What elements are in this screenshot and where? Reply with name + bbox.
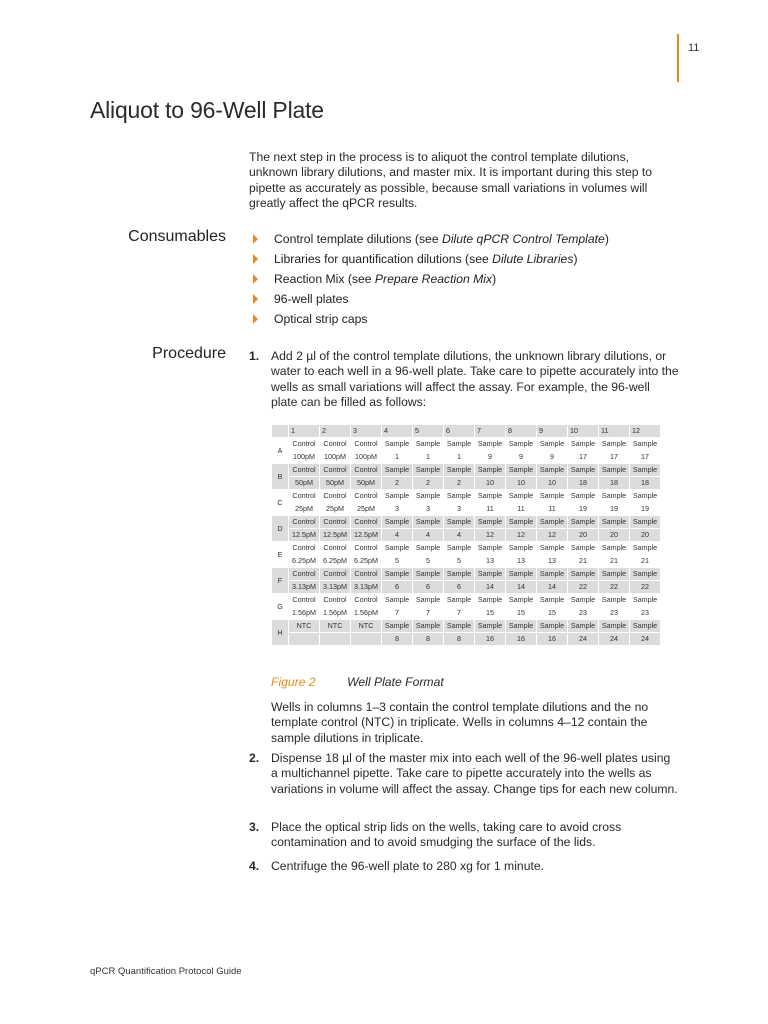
well-plate-table bbox=[271, 424, 661, 646]
plate-well-cell: Sample bbox=[568, 516, 598, 528]
plate-well-cell: 50pM bbox=[320, 477, 350, 489]
plate-well-cell: Sample bbox=[382, 568, 412, 580]
cross-reference: Dilute Libraries bbox=[492, 252, 574, 266]
plate-well-cell: 16 bbox=[537, 633, 567, 645]
plate-well-cell: Sample bbox=[630, 568, 660, 580]
step-number: 4. bbox=[249, 859, 260, 873]
plate-well-cell: 11 bbox=[506, 503, 536, 515]
plate-well-cell: Sample bbox=[413, 464, 443, 476]
bullet-triangle-icon bbox=[253, 254, 258, 264]
plate-well-cell: Sample bbox=[382, 438, 412, 450]
plate-well-cell: 21 bbox=[599, 555, 629, 567]
plate-well-cell: Sample bbox=[537, 490, 567, 502]
plate-column-header: 7 bbox=[475, 425, 505, 437]
plate-row-a-bottom bbox=[272, 451, 660, 463]
plate-well-cell: Control bbox=[289, 516, 319, 528]
plate-row-g-bottom bbox=[272, 607, 660, 619]
plate-well-cell: 2 bbox=[444, 477, 474, 489]
plate-well-cell: Sample bbox=[475, 464, 505, 476]
consumable-item bbox=[249, 309, 609, 329]
plate-well-cell: 1.56pM bbox=[289, 607, 319, 619]
plate-well-cell: Sample bbox=[630, 620, 660, 632]
consumable-text: Libraries for quantification dilutions (see Dilute Libraries) bbox=[274, 252, 578, 266]
cross-reference: Prepare Reaction Mix bbox=[374, 272, 493, 286]
plate-well-cell: Sample bbox=[630, 438, 660, 450]
plate-well-cell: Sample bbox=[537, 620, 567, 632]
plate-row-h-top bbox=[272, 620, 660, 632]
plate-well-cell: 3 bbox=[413, 503, 443, 515]
plate-well-cell: Control bbox=[289, 490, 319, 502]
plate-well-cell: 20 bbox=[568, 529, 598, 541]
plate-well-cell: Control bbox=[320, 464, 350, 476]
plate-well-cell: 3.13pM bbox=[351, 581, 381, 593]
consumable-item bbox=[249, 229, 609, 249]
plate-well-cell: Sample bbox=[382, 542, 412, 554]
plate-well-cell: Sample bbox=[568, 542, 598, 554]
plate-well-cell: Sample bbox=[413, 516, 443, 528]
plate-column-header: 2 bbox=[320, 425, 350, 437]
plate-column-header: 8 bbox=[506, 425, 536, 437]
plate-well-cell: 10 bbox=[475, 477, 505, 489]
plate-row-label: A bbox=[272, 438, 288, 463]
plate-well-cell: Sample bbox=[599, 620, 629, 632]
plate-well-cell: 19 bbox=[568, 503, 598, 515]
plate-well-cell: Sample bbox=[599, 438, 629, 450]
plate-well-cell: 7 bbox=[382, 607, 412, 619]
plate-well-cell: Sample bbox=[568, 620, 598, 632]
plate-well-cell: Sample bbox=[475, 490, 505, 502]
plate-well-cell: 9 bbox=[537, 451, 567, 463]
plate-well-cell: Sample bbox=[537, 438, 567, 450]
plate-well-cell: Control bbox=[320, 490, 350, 502]
plate-well-cell: Sample bbox=[475, 516, 505, 528]
plate-well-cell: 16 bbox=[506, 633, 536, 645]
plate-well-cell: 12 bbox=[537, 529, 567, 541]
plate-well-cell: Control bbox=[320, 542, 350, 554]
plate-column-header: 9 bbox=[537, 425, 567, 437]
plate-well-cell: 23 bbox=[599, 607, 629, 619]
plate-well-cell: Sample bbox=[444, 568, 474, 580]
plate-row-d-bottom bbox=[272, 529, 660, 541]
plate-well-cell: Sample bbox=[599, 464, 629, 476]
plate-well-cell: Sample bbox=[599, 542, 629, 554]
plate-well-cell: Sample bbox=[568, 568, 598, 580]
cross-reference: Dilute qPCR Control Template bbox=[442, 232, 605, 246]
plate-well-cell: Sample bbox=[382, 516, 412, 528]
plate-well-cell: 23 bbox=[630, 607, 660, 619]
plate-well-cell: 16 bbox=[475, 633, 505, 645]
plate-well-cell: Sample bbox=[475, 438, 505, 450]
plate-well-cell: Control bbox=[320, 438, 350, 450]
plate-well-cell: Sample bbox=[506, 568, 536, 580]
plate-well-cell: 3.13pM bbox=[320, 581, 350, 593]
plate-well-cell: 11 bbox=[537, 503, 567, 515]
plate-well-cell: 6.25pM bbox=[320, 555, 350, 567]
plate-well-cell: Sample bbox=[630, 542, 660, 554]
plate-header-row bbox=[272, 425, 660, 437]
page-title: Aliquot to 96-Well Plate bbox=[90, 97, 324, 123]
plate-well-cell: 12 bbox=[506, 529, 536, 541]
plate-well-cell: 18 bbox=[599, 477, 629, 489]
plate-well-cell: 6 bbox=[444, 581, 474, 593]
plate-well-cell: 23 bbox=[568, 607, 598, 619]
plate-well-cell: 100pM bbox=[289, 451, 319, 463]
plate-column-header: 10 bbox=[568, 425, 598, 437]
plate-column-header: 5 bbox=[413, 425, 443, 437]
plate-well-cell: Sample bbox=[382, 620, 412, 632]
plate-row-e-bottom bbox=[272, 555, 660, 567]
step-number: 2. bbox=[249, 751, 260, 765]
plate-column-header: 1 bbox=[289, 425, 319, 437]
plate-well-cell: 7 bbox=[413, 607, 443, 619]
plate-well-cell: Sample bbox=[506, 516, 536, 528]
plate-well-cell bbox=[289, 633, 319, 645]
procedure-heading: Procedure bbox=[152, 345, 226, 362]
plate-row-c-bottom bbox=[272, 503, 660, 515]
plate-well-cell: 17 bbox=[599, 451, 629, 463]
plate-row-d-top bbox=[272, 516, 660, 528]
plate-well-cell: Sample bbox=[537, 542, 567, 554]
plate-well-cell: Sample bbox=[506, 542, 536, 554]
plate-well-cell: 15 bbox=[506, 607, 536, 619]
plate-well-cell: Control bbox=[289, 542, 319, 554]
plate-well-cell: Sample bbox=[475, 568, 505, 580]
plate-well-cell: 21 bbox=[630, 555, 660, 567]
plate-row-f-top bbox=[272, 568, 660, 580]
plate-well-cell: 1 bbox=[382, 451, 412, 463]
plate-row-b-top bbox=[272, 464, 660, 476]
plate-well-cell: 2 bbox=[382, 477, 412, 489]
consumable-text: Reaction Mix (see Prepare Reaction Mix) bbox=[274, 272, 497, 286]
plate-well-cell: 8 bbox=[444, 633, 474, 645]
plate-well-cell: Sample bbox=[444, 620, 474, 632]
consumable-item bbox=[249, 269, 609, 289]
consumable-text: Optical strip caps bbox=[274, 312, 368, 326]
consumable-text: 96-well plates bbox=[274, 292, 349, 306]
plate-well-cell: 100pM bbox=[320, 451, 350, 463]
plate-well-cell: Sample bbox=[630, 594, 660, 606]
plate-well-cell: Sample bbox=[413, 490, 443, 502]
plate-well-cell: Control bbox=[351, 542, 381, 554]
plate-well-cell: Sample bbox=[506, 464, 536, 476]
plate-row-label: E bbox=[272, 542, 288, 567]
footer-guide-title: qPCR Quantification Protocol Guide bbox=[90, 966, 242, 977]
plate-well-cell: 25pM bbox=[289, 503, 319, 515]
plate-row-label: G bbox=[272, 594, 288, 619]
plate-well-cell: 14 bbox=[475, 581, 505, 593]
plate-well-cell: 12.5pM bbox=[289, 529, 319, 541]
plate-row-label: C bbox=[272, 490, 288, 515]
plate-well-cell: 10 bbox=[506, 477, 536, 489]
plate-well-cell: Control bbox=[351, 490, 381, 502]
plate-well-cell: Sample bbox=[568, 438, 598, 450]
procedure-step-1 bbox=[249, 349, 679, 410]
plate-well-cell: 24 bbox=[630, 633, 660, 645]
plate-column-header: 6 bbox=[444, 425, 474, 437]
plate-well-cell: 3 bbox=[382, 503, 412, 515]
plate-well-cell: 50pM bbox=[289, 477, 319, 489]
plate-corner-cell bbox=[272, 425, 288, 437]
plate-well-cell: 3 bbox=[444, 503, 474, 515]
plate-well-cell: 12 bbox=[475, 529, 505, 541]
plate-well-cell: 20 bbox=[599, 529, 629, 541]
plate-well-cell: Sample bbox=[382, 490, 412, 502]
page-number: 11 bbox=[688, 42, 700, 54]
plate-well-cell: 1.56pM bbox=[320, 607, 350, 619]
plate-well-cell: Sample bbox=[537, 516, 567, 528]
plate-row-b-bottom bbox=[272, 477, 660, 489]
plate-well-cell: Sample bbox=[599, 594, 629, 606]
bullet-triangle-icon bbox=[253, 294, 258, 304]
bullet-triangle-icon bbox=[253, 314, 258, 324]
plate-well-cell: 13 bbox=[475, 555, 505, 567]
plate-well-cell: 7 bbox=[444, 607, 474, 619]
plate-row-label: H bbox=[272, 620, 288, 645]
plate-well-cell: Sample bbox=[475, 620, 505, 632]
procedure-step-3 bbox=[249, 820, 679, 851]
plate-row-c-top bbox=[272, 490, 660, 502]
plate-well-cell: Sample bbox=[537, 464, 567, 476]
consumable-item bbox=[249, 249, 609, 269]
plate-well-cell: 2 bbox=[413, 477, 443, 489]
plate-well-cell: 18 bbox=[630, 477, 660, 489]
plate-well-cell: 18 bbox=[568, 477, 598, 489]
plate-well-cell: Sample bbox=[506, 594, 536, 606]
plate-well-cell: 4 bbox=[413, 529, 443, 541]
plate-well-cell: 15 bbox=[537, 607, 567, 619]
plate-well-cell: 11 bbox=[475, 503, 505, 515]
plate-well-cell: 4 bbox=[382, 529, 412, 541]
plate-well-cell: Sample bbox=[413, 620, 443, 632]
plate-well-cell: Control bbox=[289, 594, 319, 606]
plate-well-cell: 24 bbox=[568, 633, 598, 645]
plate-well-cell: 9 bbox=[475, 451, 505, 463]
plate-well-cell: 8 bbox=[413, 633, 443, 645]
plate-well-cell: Sample bbox=[506, 620, 536, 632]
plate-well-cell: Control bbox=[351, 438, 381, 450]
plate-well-cell: Control bbox=[320, 516, 350, 528]
plate-well-cell: 20 bbox=[630, 529, 660, 541]
plate-well-cell: Sample bbox=[475, 542, 505, 554]
plate-well-cell: 15 bbox=[475, 607, 505, 619]
plate-well-cell: Sample bbox=[568, 464, 598, 476]
plate-well-cell: 5 bbox=[444, 555, 474, 567]
plate-well-cell: Control bbox=[320, 594, 350, 606]
plate-well-cell: 25pM bbox=[351, 503, 381, 515]
plate-well-cell: 22 bbox=[630, 581, 660, 593]
plate-well-cell: NTC bbox=[289, 620, 319, 632]
plate-well-cell: Control bbox=[320, 568, 350, 580]
plate-well-cell: 8 bbox=[382, 633, 412, 645]
plate-well-cell: Control bbox=[351, 568, 381, 580]
consumables-heading: Consumables bbox=[128, 228, 226, 245]
plate-well-cell: 22 bbox=[599, 581, 629, 593]
plate-well-cell: 19 bbox=[599, 503, 629, 515]
plate-row-label: D bbox=[272, 516, 288, 541]
plate-well-cell: 6.25pM bbox=[289, 555, 319, 567]
plate-well-cell: Sample bbox=[599, 490, 629, 502]
plate-well-cell: Sample bbox=[413, 438, 443, 450]
plate-well-cell: Sample bbox=[444, 490, 474, 502]
plate-well-cell: 50pM bbox=[351, 477, 381, 489]
plate-well-cell: Sample bbox=[599, 516, 629, 528]
plate-column-header: 11 bbox=[599, 425, 629, 437]
plate-well-cell: Sample bbox=[630, 464, 660, 476]
plate-well-cell: Sample bbox=[630, 490, 660, 502]
plate-row-a-top bbox=[272, 438, 660, 450]
plate-well-cell bbox=[351, 633, 381, 645]
consumable-text: Control template dilutions (see Dilute qPCR Control Template) bbox=[274, 232, 609, 246]
page-number-bar bbox=[677, 34, 679, 82]
plate-well-cell: Sample bbox=[537, 594, 567, 606]
plate-well-cell: 17 bbox=[568, 451, 598, 463]
plate-well-cell: 22 bbox=[568, 581, 598, 593]
plate-row-label: B bbox=[272, 464, 288, 489]
plate-well-cell: Sample bbox=[382, 594, 412, 606]
step-text: Place the optical strip lids on the wells, taking care to avoid cross contamination and to avoid smudging the surface of the lids. bbox=[271, 820, 622, 850]
plate-well-cell: Sample bbox=[568, 594, 598, 606]
plate-well-cell: 1.56pM bbox=[351, 607, 381, 619]
plate-note: Wells in columns 1–3 contain the control template dilutions and the no template control (NTC) in triplicate. Wells in columns 4–12 contain the sample dilutions in triplicate. bbox=[271, 700, 649, 745]
plate-well-cell: 3.13pM bbox=[289, 581, 319, 593]
plate-well-cell: Sample bbox=[444, 464, 474, 476]
plate-well-cell: Sample bbox=[444, 438, 474, 450]
plate-column-header: 12 bbox=[630, 425, 660, 437]
plate-well-cell: 100pM bbox=[351, 451, 381, 463]
plate-row-g-top bbox=[272, 594, 660, 606]
plate-well-cell: Control bbox=[289, 464, 319, 476]
plate-well-cell: 6 bbox=[382, 581, 412, 593]
intro-paragraph: The next step in the process is to aliquot the control template dilutions, unknown library dilutions, and master mix. It is important during this step to pipette as accurately as possible, because small variations in volumes will greatly affect the qPCR results. bbox=[249, 150, 653, 210]
plate-well-cell: 13 bbox=[506, 555, 536, 567]
step-text: Centrifuge the 96-well plate to 280 xg for 1 minute. bbox=[271, 859, 545, 873]
plate-well-cell: 14 bbox=[506, 581, 536, 593]
plate-well-cell: Sample bbox=[475, 594, 505, 606]
plate-well-cell bbox=[320, 633, 350, 645]
plate-row-label: F bbox=[272, 568, 288, 593]
plate-well-cell: Sample bbox=[413, 594, 443, 606]
plate-row-f-bottom bbox=[272, 581, 660, 593]
plate-well-cell: Sample bbox=[506, 438, 536, 450]
plate-row-h-bottom bbox=[272, 633, 660, 645]
plate-column-header: 4 bbox=[382, 425, 412, 437]
step-text: Add 2 µl of the control template dilutions, the unknown library dilutions, or water to each well in a 96-well plate. Take care to pipette accurately into the wells as small variations will affect the assay. For example, the 96-well plate can be filled as follows: bbox=[271, 349, 679, 409]
plate-well-cell: 6 bbox=[413, 581, 443, 593]
plate-well-cell: 6.25pM bbox=[351, 555, 381, 567]
plate-well-cell: 12.5pM bbox=[351, 529, 381, 541]
plate-well-cell: Control bbox=[289, 438, 319, 450]
plate-well-cell: 14 bbox=[537, 581, 567, 593]
plate-well-cell: NTC bbox=[320, 620, 350, 632]
plate-well-cell: Sample bbox=[444, 542, 474, 554]
step-text: Dispense 18 µl of the master mix into each well of the 96-well plates using a multichannel pipette. Take care to pipette accurately into the wells as variations in volume will affect the assay. Change tips for each new column. bbox=[271, 751, 678, 796]
figure-caption bbox=[271, 675, 444, 689]
bullet-triangle-icon bbox=[253, 234, 258, 244]
plate-well-cell: 5 bbox=[382, 555, 412, 567]
plate-well-cell: 4 bbox=[444, 529, 474, 541]
plate-well-cell: 17 bbox=[630, 451, 660, 463]
plate-well-cell: Control bbox=[351, 464, 381, 476]
plate-well-cell: Sample bbox=[599, 568, 629, 580]
plate-well-cell: 5 bbox=[413, 555, 443, 567]
step-number: 3. bbox=[249, 820, 260, 834]
plate-well-cell: 21 bbox=[568, 555, 598, 567]
plate-well-cell: Sample bbox=[444, 594, 474, 606]
plate-well-cell: Sample bbox=[506, 490, 536, 502]
plate-well-cell: NTC bbox=[351, 620, 381, 632]
plate-well-cell: Control bbox=[351, 594, 381, 606]
step-number: 1. bbox=[249, 349, 260, 363]
plate-well-cell: 1 bbox=[444, 451, 474, 463]
plate-well-cell: Control bbox=[351, 516, 381, 528]
figure-label: Figure 2 bbox=[271, 675, 316, 689]
consumables-list bbox=[249, 229, 609, 329]
plate-well-cell: 10 bbox=[537, 477, 567, 489]
plate-well-cell: Sample bbox=[537, 568, 567, 580]
plate-well-cell: Sample bbox=[568, 490, 598, 502]
plate-well-cell: 13 bbox=[537, 555, 567, 567]
plate-column-header: 3 bbox=[351, 425, 381, 437]
plate-well-cell: Sample bbox=[413, 568, 443, 580]
plate-well-cell: 24 bbox=[599, 633, 629, 645]
plate-well-cell: 25pM bbox=[320, 503, 350, 515]
consumable-item bbox=[249, 289, 609, 309]
plate-well-cell: 9 bbox=[506, 451, 536, 463]
procedure-step-4 bbox=[249, 859, 679, 874]
plate-well-cell: Control bbox=[289, 568, 319, 580]
plate-well-cell: 12.5pM bbox=[320, 529, 350, 541]
plate-well-cell: 19 bbox=[630, 503, 660, 515]
procedure-step-2 bbox=[249, 751, 679, 797]
plate-well-cell: Sample bbox=[413, 542, 443, 554]
plate-row-e-top bbox=[272, 542, 660, 554]
plate-well-cell: Sample bbox=[630, 516, 660, 528]
figure-title: Well Plate Format bbox=[347, 675, 444, 689]
bullet-triangle-icon bbox=[253, 274, 258, 284]
plate-well-cell: 1 bbox=[413, 451, 443, 463]
plate-well-cell: Sample bbox=[444, 516, 474, 528]
plate-well-cell: Sample bbox=[382, 464, 412, 476]
